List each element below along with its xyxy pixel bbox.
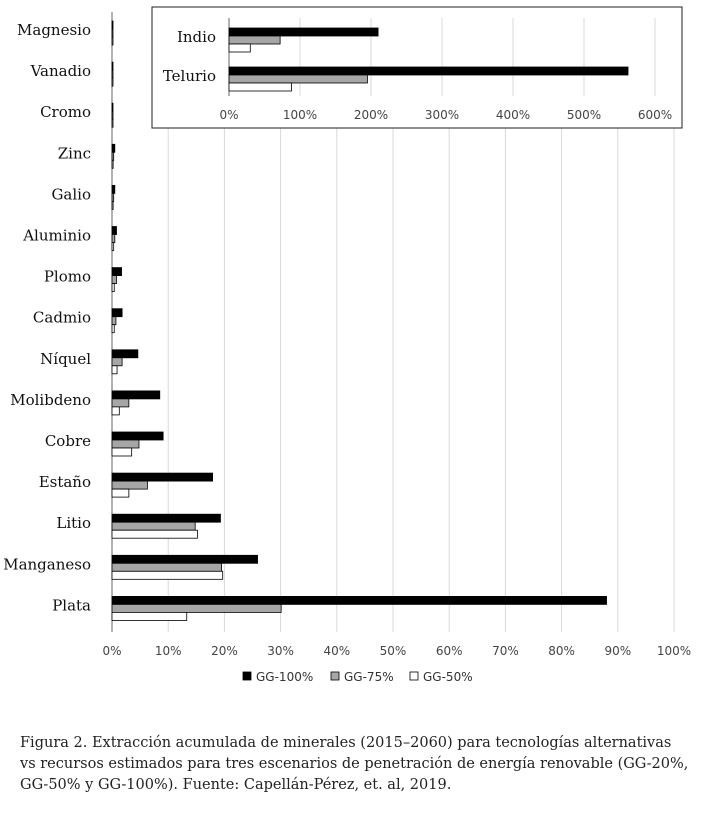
bar-plata-gg-50 xyxy=(112,612,187,620)
bar-plomo-gg-50 xyxy=(112,284,114,292)
bar-galio-gg-100 xyxy=(112,185,115,193)
legend-label-gg-50: GG-50% xyxy=(423,670,473,684)
main-x-tick-label: 100% xyxy=(656,644,692,658)
category-label-molibdeno: Molibdeno xyxy=(10,390,91,409)
bar-estano-gg-100 xyxy=(112,473,213,481)
category-label-zinc: Zinc xyxy=(57,144,91,163)
bar-cromo-gg-75 xyxy=(112,111,113,119)
bar-litio-gg-50 xyxy=(112,530,197,538)
bar-magnesio-gg-50 xyxy=(112,37,113,45)
bar-molibdeno-gg-75 xyxy=(112,399,129,407)
main-x-tick-label: 0% xyxy=(102,644,122,658)
bar-plata-gg-100 xyxy=(112,596,607,604)
bar-plomo-gg-100 xyxy=(112,268,122,276)
inset-x-tick-label: 200% xyxy=(353,108,389,122)
inset-bar-indio-gg-50 xyxy=(229,44,250,52)
inset-x-tick-label: 400% xyxy=(495,108,531,122)
category-label-estano: Estaño xyxy=(38,473,91,492)
main-x-tick-label: 70% xyxy=(492,644,519,658)
bar-zinc-gg-50 xyxy=(112,160,113,168)
bar-zinc-gg-100 xyxy=(112,144,115,152)
category-label-litio: Litio xyxy=(56,514,91,533)
main-x-tick-label: 40% xyxy=(323,644,351,658)
main-x-tick-label: 80% xyxy=(548,644,575,658)
bar-cobre-gg-100 xyxy=(112,432,163,440)
main-x-tick-label: 20% xyxy=(211,644,238,658)
bar-aluminio-gg-100 xyxy=(112,227,116,235)
figure-caption: Figura 2. Extracción acumulada de minerales (2015–2060) para tecnologías alternativas vs recursos estimados para tres escenarios de penetración de energía renovable (GG-20%, GG-50% y GG-100%). Fuente: Capellán-Pérez, et. al, 2019. xyxy=(20,735,689,793)
category-label-cromo: Cromo xyxy=(40,103,91,122)
bar-cadmio-gg-50 xyxy=(112,325,114,333)
inset-x-tick-label: 0% xyxy=(219,108,239,122)
bar-cadmio-gg-75 xyxy=(112,317,116,325)
inset-category-label-telurio: Telurio xyxy=(162,67,216,85)
bar-plomo-gg-75 xyxy=(112,276,116,284)
category-label-magnesio: Magnesio xyxy=(17,21,91,39)
main-x-tick-label: 90% xyxy=(604,644,632,658)
inset-bar-telurio-gg-75 xyxy=(229,75,367,83)
legend xyxy=(243,670,473,684)
inset-x-tick-label: 100% xyxy=(282,108,318,122)
bar-zinc-gg-75 xyxy=(112,152,114,160)
bar-aluminio-gg-50 xyxy=(112,243,114,251)
inset-x-tick-label: 600% xyxy=(637,108,673,122)
inset-bar-telurio-gg-100 xyxy=(229,67,628,75)
inset-x-tick-label: 300% xyxy=(424,108,460,122)
legend-label-gg-75: GG-75% xyxy=(344,670,394,684)
legend-swatch-gg-100 xyxy=(243,672,251,680)
bar-vanadio-gg-75 xyxy=(112,70,113,78)
bar-aluminio-gg-75 xyxy=(112,235,115,243)
bar-cromo-gg-50 xyxy=(112,119,113,127)
category-label-niquel: Níquel xyxy=(40,349,91,368)
bar-galio-gg-50 xyxy=(112,201,113,209)
inset-bar-telurio-gg-50 xyxy=(229,83,291,91)
legend-label-gg-100: GG-100% xyxy=(256,670,314,684)
category-label-cobre: Cobre xyxy=(44,432,91,450)
inset-bar-indio-gg-75 xyxy=(229,36,280,44)
bar-manganeso-gg-100 xyxy=(112,555,258,563)
bar-molibdeno-gg-50 xyxy=(112,407,119,415)
inset-category-label-indio: Indio xyxy=(176,28,216,46)
category-label-plata: Plata xyxy=(52,596,91,615)
legend-swatch-gg-50 xyxy=(410,672,418,680)
bar-galio-gg-75 xyxy=(112,193,114,201)
category-label-plomo: Plomo xyxy=(43,267,91,286)
bar-magnesio-gg-100 xyxy=(112,21,113,29)
bar-niquel-gg-50 xyxy=(112,366,117,374)
bar-manganeso-gg-50 xyxy=(112,571,223,579)
category-label-galio: Galio xyxy=(51,185,91,204)
bar-cobre-gg-50 xyxy=(112,448,132,456)
bar-vanadio-gg-100 xyxy=(112,62,113,70)
bar-estano-gg-75 xyxy=(112,481,147,489)
legend-swatch-gg-75 xyxy=(331,672,339,680)
main-x-tick-label: 30% xyxy=(267,644,294,658)
category-label-manganeso: Manganeso xyxy=(3,555,91,574)
bar-niquel-gg-75 xyxy=(112,358,122,366)
bar-cadmio-gg-100 xyxy=(112,309,122,317)
category-label-cadmio: Cadmio xyxy=(32,308,91,327)
bar-plata-gg-75 xyxy=(112,604,281,612)
bar-vanadio-gg-50 xyxy=(112,78,113,86)
main-category-labels xyxy=(3,21,91,614)
bar-magnesio-gg-75 xyxy=(112,29,113,37)
main-x-tick-label: 10% xyxy=(154,644,182,658)
main-x-tick-labels xyxy=(102,644,691,658)
bar-molibdeno-gg-100 xyxy=(112,391,160,399)
inset-x-tick-label: 500% xyxy=(566,108,602,122)
bar-litio-gg-75 xyxy=(112,522,195,530)
category-label-aluminio: Aluminio xyxy=(23,226,91,245)
main-x-tick-label: 60% xyxy=(435,644,463,658)
bar-manganeso-gg-75 xyxy=(112,563,222,571)
main-x-tick-label: 50% xyxy=(379,644,407,658)
bar-niquel-gg-100 xyxy=(112,350,138,358)
bar-cobre-gg-75 xyxy=(112,440,139,448)
bar-cromo-gg-100 xyxy=(112,103,113,111)
category-label-vanadio: Vanadio xyxy=(30,62,91,81)
bar-litio-gg-100 xyxy=(112,514,220,522)
bar-estano-gg-50 xyxy=(112,489,129,497)
inset-bar-indio-gg-100 xyxy=(229,28,378,36)
